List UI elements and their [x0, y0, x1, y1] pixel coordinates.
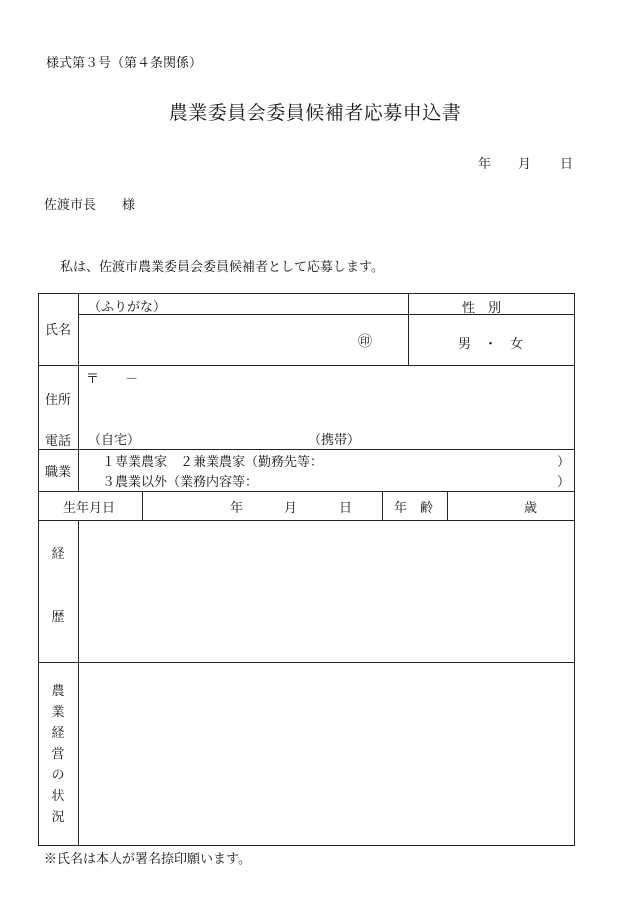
address-label: 住所	[45, 393, 72, 408]
farm-status-char: 農	[51, 684, 65, 699]
phone-home-label[interactable]: （自宅）	[88, 433, 141, 448]
document-title: 農業委員会委員候補者応募申込書	[168, 102, 462, 124]
birthdate-label-line	[142, 491, 143, 520]
label-column-line-lower	[78, 520, 79, 846]
career-row-bottom-line	[38, 662, 575, 663]
date-month-label: 月	[518, 157, 532, 172]
farm-status-char: の	[51, 768, 65, 783]
occupation-line1-close: ）	[557, 455, 571, 470]
farm-status-input-area[interactable]	[80, 664, 572, 844]
farm-status-char: 業	[51, 705, 65, 720]
occupation-option-non-farming[interactable]: ３農業以外（業務内容等：	[102, 475, 259, 490]
phone-label: 電話	[45, 434, 72, 449]
phone-mobile-label[interactable]: （携帯）	[308, 433, 361, 448]
occupation-option-farming[interactable]: １専業農家 ２兼業農家（勤務先等：	[102, 455, 324, 470]
signature-note: ※氏名は本人が署名捺印願います。	[44, 852, 251, 867]
occupation-row-bottom-line	[38, 491, 575, 492]
label-column-line-upper	[78, 293, 79, 491]
date-year-label: 年	[478, 157, 492, 172]
farm-status-char: 況	[51, 810, 65, 825]
application-statement: 私は、佐渡市農業委員会委員候補者として応募します。	[60, 260, 384, 275]
address-row-bottom-line	[38, 449, 575, 450]
seal-mark: ㊞	[358, 334, 372, 350]
birth-day-label[interactable]: 日	[339, 501, 353, 516]
name-input-area[interactable]	[88, 318, 388, 362]
gender-options[interactable]: 男 ・ 女	[458, 337, 524, 352]
postal-code-mark[interactable]: 〒 －	[86, 372, 139, 387]
career-label-char-2: 歴	[51, 610, 65, 625]
farm-status-char: 状	[51, 789, 65, 804]
birthdate-label: 生年月日	[63, 501, 116, 516]
gender-column-line	[408, 293, 409, 365]
birth-month-label[interactable]: 月	[284, 501, 298, 516]
furigana-label: （ふりがな）	[88, 300, 167, 315]
birth-year-label[interactable]: 年	[230, 501, 244, 516]
career-input-area[interactable]	[80, 522, 572, 660]
birthdate-row-bottom-line	[38, 520, 575, 521]
farm-status-char: 経	[51, 726, 65, 741]
occupation-label: 職業	[45, 465, 72, 480]
name-row-bottom-line	[38, 365, 575, 366]
gender-label: 性 別	[462, 301, 502, 316]
date-day-label: 日	[560, 157, 574, 172]
addressee: 佐渡市長 様	[44, 198, 136, 213]
career-label-char-1: 経	[51, 547, 65, 562]
form-number: 様式第３号（第４条関係）	[46, 56, 203, 71]
age-label: 年 齢	[394, 501, 434, 516]
farm-status-char: 営	[51, 747, 65, 762]
occupation-line2-close: ）	[557, 475, 571, 490]
age-label-line-left	[382, 491, 383, 520]
name-label: 氏名	[45, 323, 72, 338]
age-label-line-right	[447, 491, 448, 520]
age-unit[interactable]: 歳	[524, 501, 538, 516]
